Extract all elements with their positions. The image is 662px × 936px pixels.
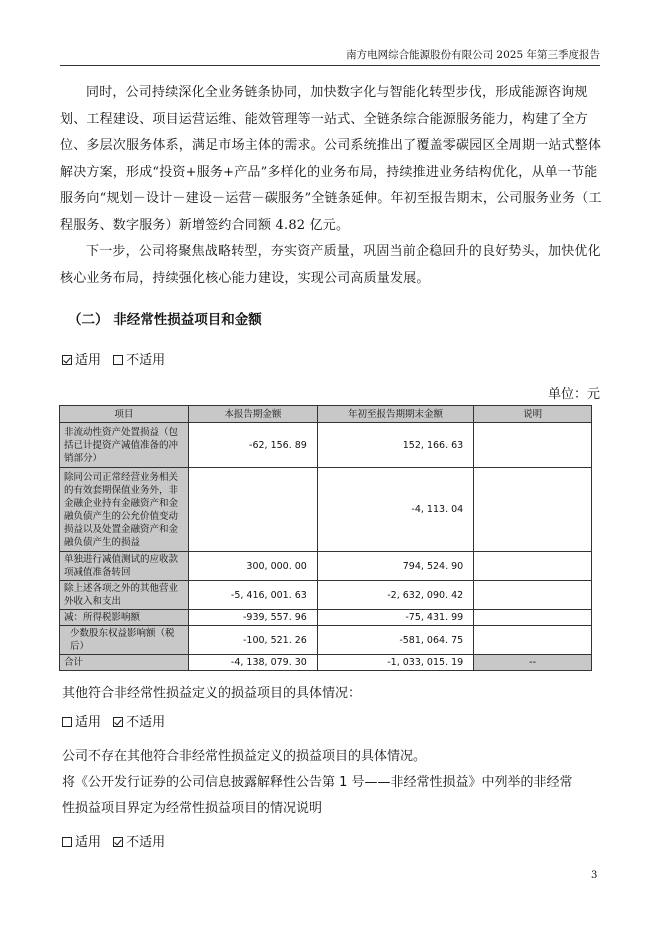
- not-applicable-option[interactable]: 不适用: [113, 834, 165, 852]
- row-current: 300, 000. 00: [188, 552, 317, 581]
- empty-box-icon: [62, 717, 72, 727]
- row-current: -939, 557. 96: [188, 610, 317, 626]
- row-current: -62, 156. 89: [188, 423, 317, 468]
- table-row: [60, 423, 592, 468]
- row-item: 合计: [60, 655, 189, 671]
- paragraph-synergy: 同时，公司持续深化全业务链条协同，加快数字化与智能化转型步伐，形成能源咨询规划、工程建设、项目运营运维、能效管理等一站式、全链条综合能源服务能力，构建了全方位、多层次服务体系，满足市场主体的需求。公司系统推出了覆盖零碳园区全周期一站式整体解决方案，形成“投资+服务+产品”多样化的业务布局，持续推进业务结构优化，从单一节能服务向“规划－设计－建设－运营－碳服务”全链条延伸。年初至报告期末，公司服务业务（工程服务、数字服务）新增签约合同额 4.82 亿元。: [60, 85, 602, 233]
- row-note: [474, 552, 592, 581]
- row-ytd: -581, 064. 75: [317, 626, 473, 655]
- row-current: -4, 138, 079. 30: [188, 655, 317, 671]
- reclass-line-1: 将《公开发行证券的公司信息披露解释性公告第 1 号——非经常性损益》中列举的非经常: [62, 775, 573, 790]
- checked-box-icon: [62, 355, 72, 365]
- row-item: 减：所得税影响额: [60, 610, 189, 626]
- row-ytd: 152, 166. 63: [317, 423, 473, 468]
- checked-box-icon: [113, 837, 123, 847]
- non-recurring-table: [59, 405, 592, 671]
- row-ytd: -2, 632, 090. 42: [317, 581, 473, 610]
- applicable-option[interactable]: 适用: [62, 714, 101, 732]
- not-applicable-option[interactable]: 不适用: [113, 352, 165, 370]
- row-note: [474, 423, 592, 468]
- section-title: （二） 非经常性损益项目和金额: [68, 312, 262, 328]
- header-title: 南方电网综合能源股份有限公司 2025 年第三季度报告: [346, 49, 600, 61]
- row-item: 非流动性资产处置损益（包括已计提资产减值准备的冲销部分）: [60, 423, 189, 468]
- page-number: 3: [591, 870, 598, 881]
- other-items-statement: 公司不存在其他符合非经常性损益定义的损益项目的具体情况。: [62, 749, 427, 764]
- row-note: --: [474, 655, 592, 671]
- col-item: 项目: [60, 406, 189, 423]
- other-items-title: 其他符合非经常性损益定义的损益项目的具体情况：: [62, 686, 362, 701]
- reclass-line-2: 性损益项目界定为经常性损益项目的情况说明: [62, 801, 323, 816]
- row-current: -5, 416, 001. 63: [188, 581, 317, 610]
- row-note: [474, 468, 592, 552]
- not-applicable-option[interactable]: 不适用: [113, 714, 165, 732]
- applicability-1: [62, 352, 173, 370]
- table-header-row: [60, 406, 592, 423]
- applicable-option[interactable]: 适用: [62, 352, 101, 370]
- row-ytd: -1, 033, 015. 19: [317, 655, 473, 671]
- row-current: -100, 521. 26: [188, 626, 317, 655]
- row-ytd: -4, 113. 04: [317, 468, 473, 552]
- table-total-row: [60, 655, 592, 671]
- row-note: [474, 626, 592, 655]
- table-row: [60, 552, 592, 581]
- col-ytd: 年初至报告期期末金额: [317, 406, 473, 423]
- table-row: [60, 468, 592, 552]
- row-item: 除同公司正常经营业务相关的有效套期保值业务外，非金融企业持有金融资产和金融负债产生的公允价值变动损益以及处置金融资产和金融负债产生的损益: [60, 468, 189, 552]
- empty-box-icon: [62, 837, 72, 847]
- unit-label: 单位：元: [547, 387, 600, 402]
- empty-box-icon: [113, 355, 123, 365]
- table-row: [60, 610, 592, 626]
- table-row: [60, 626, 592, 655]
- col-note: 说明: [474, 406, 592, 423]
- paragraph-next-steps: 下一步，公司将聚焦战略转型，夯实资产质量，巩固当前企稳回升的良好势头，加快优化核心业务布局，持续强化核心能力建设，实现公司高质量发展。: [60, 244, 601, 286]
- row-ytd: 794, 524. 90: [317, 552, 473, 581]
- col-current: 本报告期金额: [188, 406, 317, 423]
- row-item: 单独进行减值测试的应收款项减值准备转回: [60, 552, 189, 581]
- table-row: [60, 581, 592, 610]
- row-item: 少数股东权益影响额（税后）: [60, 626, 189, 655]
- row-item: 除上述各项之外的其他营业外收入和支出: [60, 581, 189, 610]
- applicability-2: [62, 714, 173, 732]
- page-header: [60, 45, 600, 66]
- checked-box-icon: [113, 717, 123, 727]
- applicability-3: [62, 834, 173, 852]
- applicable-option[interactable]: 适用: [62, 834, 101, 852]
- row-ytd: -75, 431. 99: [317, 610, 473, 626]
- row-note: [474, 581, 592, 610]
- row-note: [474, 610, 592, 626]
- row-current: [188, 468, 317, 552]
